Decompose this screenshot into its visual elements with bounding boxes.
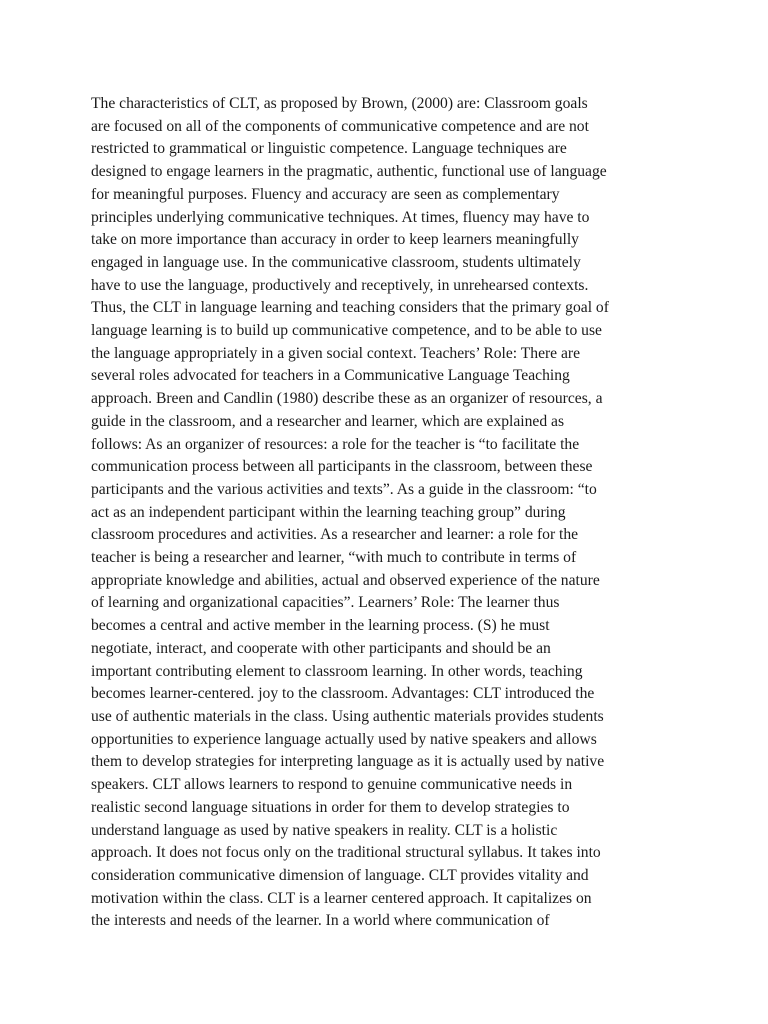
text-line: act as an independent participant within the learning teaching group” during xyxy=(91,503,566,521)
text-line: approach. It does not focus only on the traditional structural syllabus. It takes into xyxy=(91,844,601,862)
body-paragraph xyxy=(91,93,681,933)
text-line: The characteristics of CLT, as proposed by Brown, (2000) are: Classroom goals xyxy=(91,95,588,112)
text-line: of learning and organizational capacities”. Learners’ Role: The learner thus xyxy=(91,594,560,612)
text-line: principles underlying communicative techniques. At times, fluency may have to xyxy=(91,208,590,226)
text-line: language learning is to build up communicative competence, and to be able to use xyxy=(91,322,602,340)
text-line: appropriate knowledge and abilities, actual and observed experience of the nature xyxy=(91,571,600,589)
text-line: consideration communicative dimension of language. CLT provides vitality and xyxy=(91,866,589,884)
text-line: several roles advocated for teachers in a Communicative Language Teaching xyxy=(91,367,570,385)
text-line: take on more importance than accuracy in order to keep learners meaningfully xyxy=(91,231,579,249)
text-line: Thus, the CLT in language learning and teaching considers that the primary goal of xyxy=(91,299,609,317)
text-line: are focused on all of the components of communicative competence and are not xyxy=(91,117,589,135)
text-line: have to use the language, productively and receptively, in unrehearsed contexts. xyxy=(91,276,589,294)
text-line: engaged in language use. In the communicative classroom, students ultimately xyxy=(91,253,581,271)
text-line: motivation within the class. CLT is a learner centered approach. It capitalizes on xyxy=(91,889,592,907)
text-line: negotiate, interact, and cooperate with other participants and should be an xyxy=(91,639,551,657)
text-line: realistic second language situations in order for them to develop strategies to xyxy=(91,798,570,816)
text-line: approach. Breen and Candlin (1980) describe these as an organizer of resources, a xyxy=(91,390,603,408)
text-line: designed to engage learners in the pragmatic, authentic, functional use of language xyxy=(91,163,607,181)
text-line: becomes learner-centered. joy to the classroom. Advantages: CLT introduced the xyxy=(91,685,595,703)
text-line: guide in the classroom, and a researcher and learner, which are explained as xyxy=(91,412,565,430)
text-line: the interests and needs of the learner. In a world where communication of xyxy=(91,912,550,930)
text-line: classroom procedures and activities. As a researcher and learner: a role for the xyxy=(91,526,579,544)
text-line: restricted to grammatical or linguistic competence. Language techniques are xyxy=(91,140,567,158)
text-line: speakers. CLT allows learners to respond to genuine communicative needs in xyxy=(91,776,573,794)
text-line: for meaningful purposes. Fluency and accuracy are seen as complementary xyxy=(91,185,560,203)
text-line: them to develop strategies for interpreting language as it is actually used by native xyxy=(91,753,605,771)
text-line: important contributing element to classroom learning. In other words, teaching xyxy=(91,662,583,680)
text-line: opportunities to experience language actually used by native speakers and allows xyxy=(91,730,597,748)
text-line: follows: As an organizer of resources: a role for the teacher is “to facilitate the xyxy=(91,435,580,453)
text-line: communication process between all participants in the classroom, between these xyxy=(91,458,593,476)
text-line: understand language as used by native speakers in reality. CLT is a holistic xyxy=(91,821,558,839)
text-line: becomes a central and active member in the learning process. (S) he must xyxy=(91,617,550,635)
text-line: teacher is being a researcher and learner, “with much to contribute in terms of xyxy=(91,549,577,567)
text-line: participants and the various activities and texts”. As a guide in the classroom: “to xyxy=(91,480,597,498)
text-line: use of authentic materials in the class. Using authentic materials provides students xyxy=(91,707,604,725)
text-line: the language appropriately in a given social context. Teachers’ Role: There are xyxy=(91,344,581,362)
